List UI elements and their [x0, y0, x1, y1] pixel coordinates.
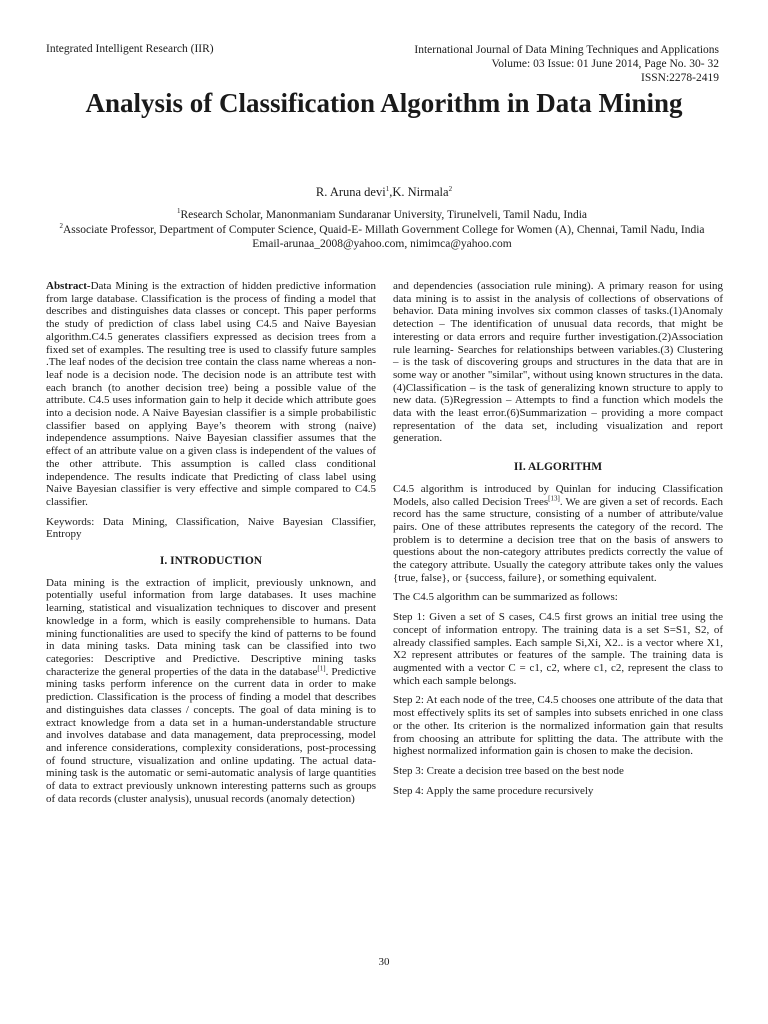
algorithm-step-2: Step 2: At each node of the tree, C4.5 chooses one attribute of the data that most effectively splits its set of samples into subsets enriched in one class or the other. Its criterion is the normalized information gain that results from choosing an attribute for splitting the data. The attribute with the highest normalized information gain is chosen to make the decision.	[393, 694, 723, 758]
journal-name: International Journal of Data Mining Techniques and Applications	[414, 44, 719, 56]
author-superscript: 1	[385, 184, 390, 193]
paper-title: Analysis of Classification Algorithm in Data Mining	[85, 88, 683, 118]
abstract-text: Data Mining is the extraction of hidden predictive information from large database. Classification is the process of finding a model that describes and distinguishes data classes or concept. This paper performs the study of prediction of class label using C4.5 and Naive Bayesian algorithm.C4.5 generates classifiers expressed as decision trees from a fixed set of examples. The resulting tree is used to classify future samples .The leaf nodes of the decision tree contain the class name whereas a non-leaf node is a decision node. The decision node is an attribute test with each branch (to another decision tree) being a possible value of the attribute. C4.5 uses information gain to help it decide which attribute goes into a decision node. A Naive Bayesian classifier is a simple probabilistic classifier based on applying Baye’s theorem with strong (naive) independence assumptions. Naive Bayesian classifier assumes that the effect of an attribute value on a given class is independent of the values of the other attribute. This assumption is called class conditional independence. The results indicate that Predicting of class label using Naive Bayesian classifier is very effective and simple compared to C4.5 classifier.	[46, 280, 376, 508]
algorithm-step-1: Step 1: Given a set of S cases, C4.5 first grows an initial tree using the concept of information entropy. The training data is a set S=S1, S2, of already classified samples. Each sample Si,Xi, X2.. is a vector where X1, X2 represent attributes or features of the sample. The training data is augmented with a vector C = c1, c2, where c1, c2, represent the class to which each sample belongs.	[393, 611, 723, 687]
abstract	[46, 280, 376, 509]
affiliation-2: $^2$Associate Professor, Department of Computer Science, Quaid-E- Millath Government College for Women (A), Chennai, Tamil Nadu, India	[59, 221, 705, 236]
algorithm-step-4: Step 4: Apply the same procedure recursively	[393, 784, 594, 797]
left-column	[46, 280, 376, 812]
author-line	[0, 185, 768, 200]
journal-volume: Volume: 03 Issue: 01 June 2014, Page No. 30- 32	[491, 58, 719, 70]
section-heading-algorithm: II. ALGORITHM	[513, 461, 603, 474]
algorithm-paragraph: C4.5 algorithm is introduced by Quinlan for inducing Classification Models, also called Decision Trees[13]. We are given a set of records. Each record has the same structure, consisting of a number of attribute/value pairs. One of these attributes represents the category of the record. The problem is to determine a decision tree that on the basis of answers to questions about the non-category attributes predicts correctly the value of the category attribute. Usually the category attribute takes only the values {true, false}, or {success, failure}, or something equivalent.	[393, 482, 723, 584]
author-superscript: 2	[448, 184, 453, 193]
author-name: R. Aruna devi	[315, 185, 386, 199]
journal-header-left: Integrated Intelligent Research (IIR)	[46, 43, 214, 55]
affiliation-1: $^1$Research Scholar, Manonmaniam Sundaranar University, Tirunelveli, Tamil Nadu, India	[176, 207, 588, 221]
keywords: Keywords: Data Mining, Classification, Naive Bayesian Classifier, Entropy	[46, 515, 376, 541]
journal-header-right	[414, 43, 719, 85]
abstract-label: Abstract-	[46, 280, 91, 292]
journal-issn: ISSN:2278-2419	[641, 72, 719, 84]
section-heading-introduction: I. INTRODUCTION	[159, 555, 263, 568]
citation: [1]	[317, 664, 326, 673]
citation: [13]	[548, 493, 560, 502]
author-separator: ,	[389, 185, 393, 199]
author-name: K. Nirmala	[392, 185, 449, 199]
page-number: 30	[378, 956, 390, 968]
algorithm-step-3: Step 3: Create a decision tree based on the best node	[393, 764, 624, 777]
affiliations	[46, 208, 718, 252]
email-line: Email-arunaa_2008@yahoo.com, nimimca@yahoo.com	[252, 238, 512, 250]
intro-paragraph-continued: and dependencies (association rule mining). A primary reason for using data mining is to assist in the analysis of collections of observations of behavior. Data mining involves six common classes of tasks.(1)Anomaly detection – The identification of unusual data records, that might be interesting or data errors and require further investigation.(2)Association rule learning- Searches for relationships between variables.(3) Clustering – is the task of discovering groups and structures in the data that are in some way or another "similar", without using known structures in the data.(4)Classification – is the task of generalizing known structure to apply to new data. (5)Regression – Attempts to find a function which models the data with the least error.(6)Summarization – providing a more compact representation of the data set, including visualization and report generation.	[393, 280, 723, 445]
right-column	[393, 280, 723, 804]
intro-paragraph: Data mining is the extraction of implicit, previously unknown, and potentially useful information from large databases. It uses machine learning, statistical and visualization techniques to discover and present knowledge in a form, which is easily comprehensible to humans. Data mining functionalities are used to specify the kind of patterns to be found in data mining tasks. Data mining task can be classified into two categories: Descriptive and Predictive. Descriptive mining tasks characterize the general properties of the data in the database[1]. Predictive mining tasks perform inference on the current data in order to make prediction. Classification is the process of finding a model that describes and distinguishes data classes / concepts. The goal of data mining is to extract knowledge from a data set in a human-understandable structure and involves database and data management, data preprocessing, model and inference considerations, complexity considerations, post-processing of found structure, visualization and online updating. The actual data-mining task is the automatic or semi-automatic analysis of large quantities of data to extract previously unknown interesting patterns such as groups of data records (cluster analysis), unusual records (anomaly detection)	[46, 576, 376, 805]
algorithm-summary-intro: The C4.5 algorithm can be summarized as follows:	[393, 591, 618, 604]
